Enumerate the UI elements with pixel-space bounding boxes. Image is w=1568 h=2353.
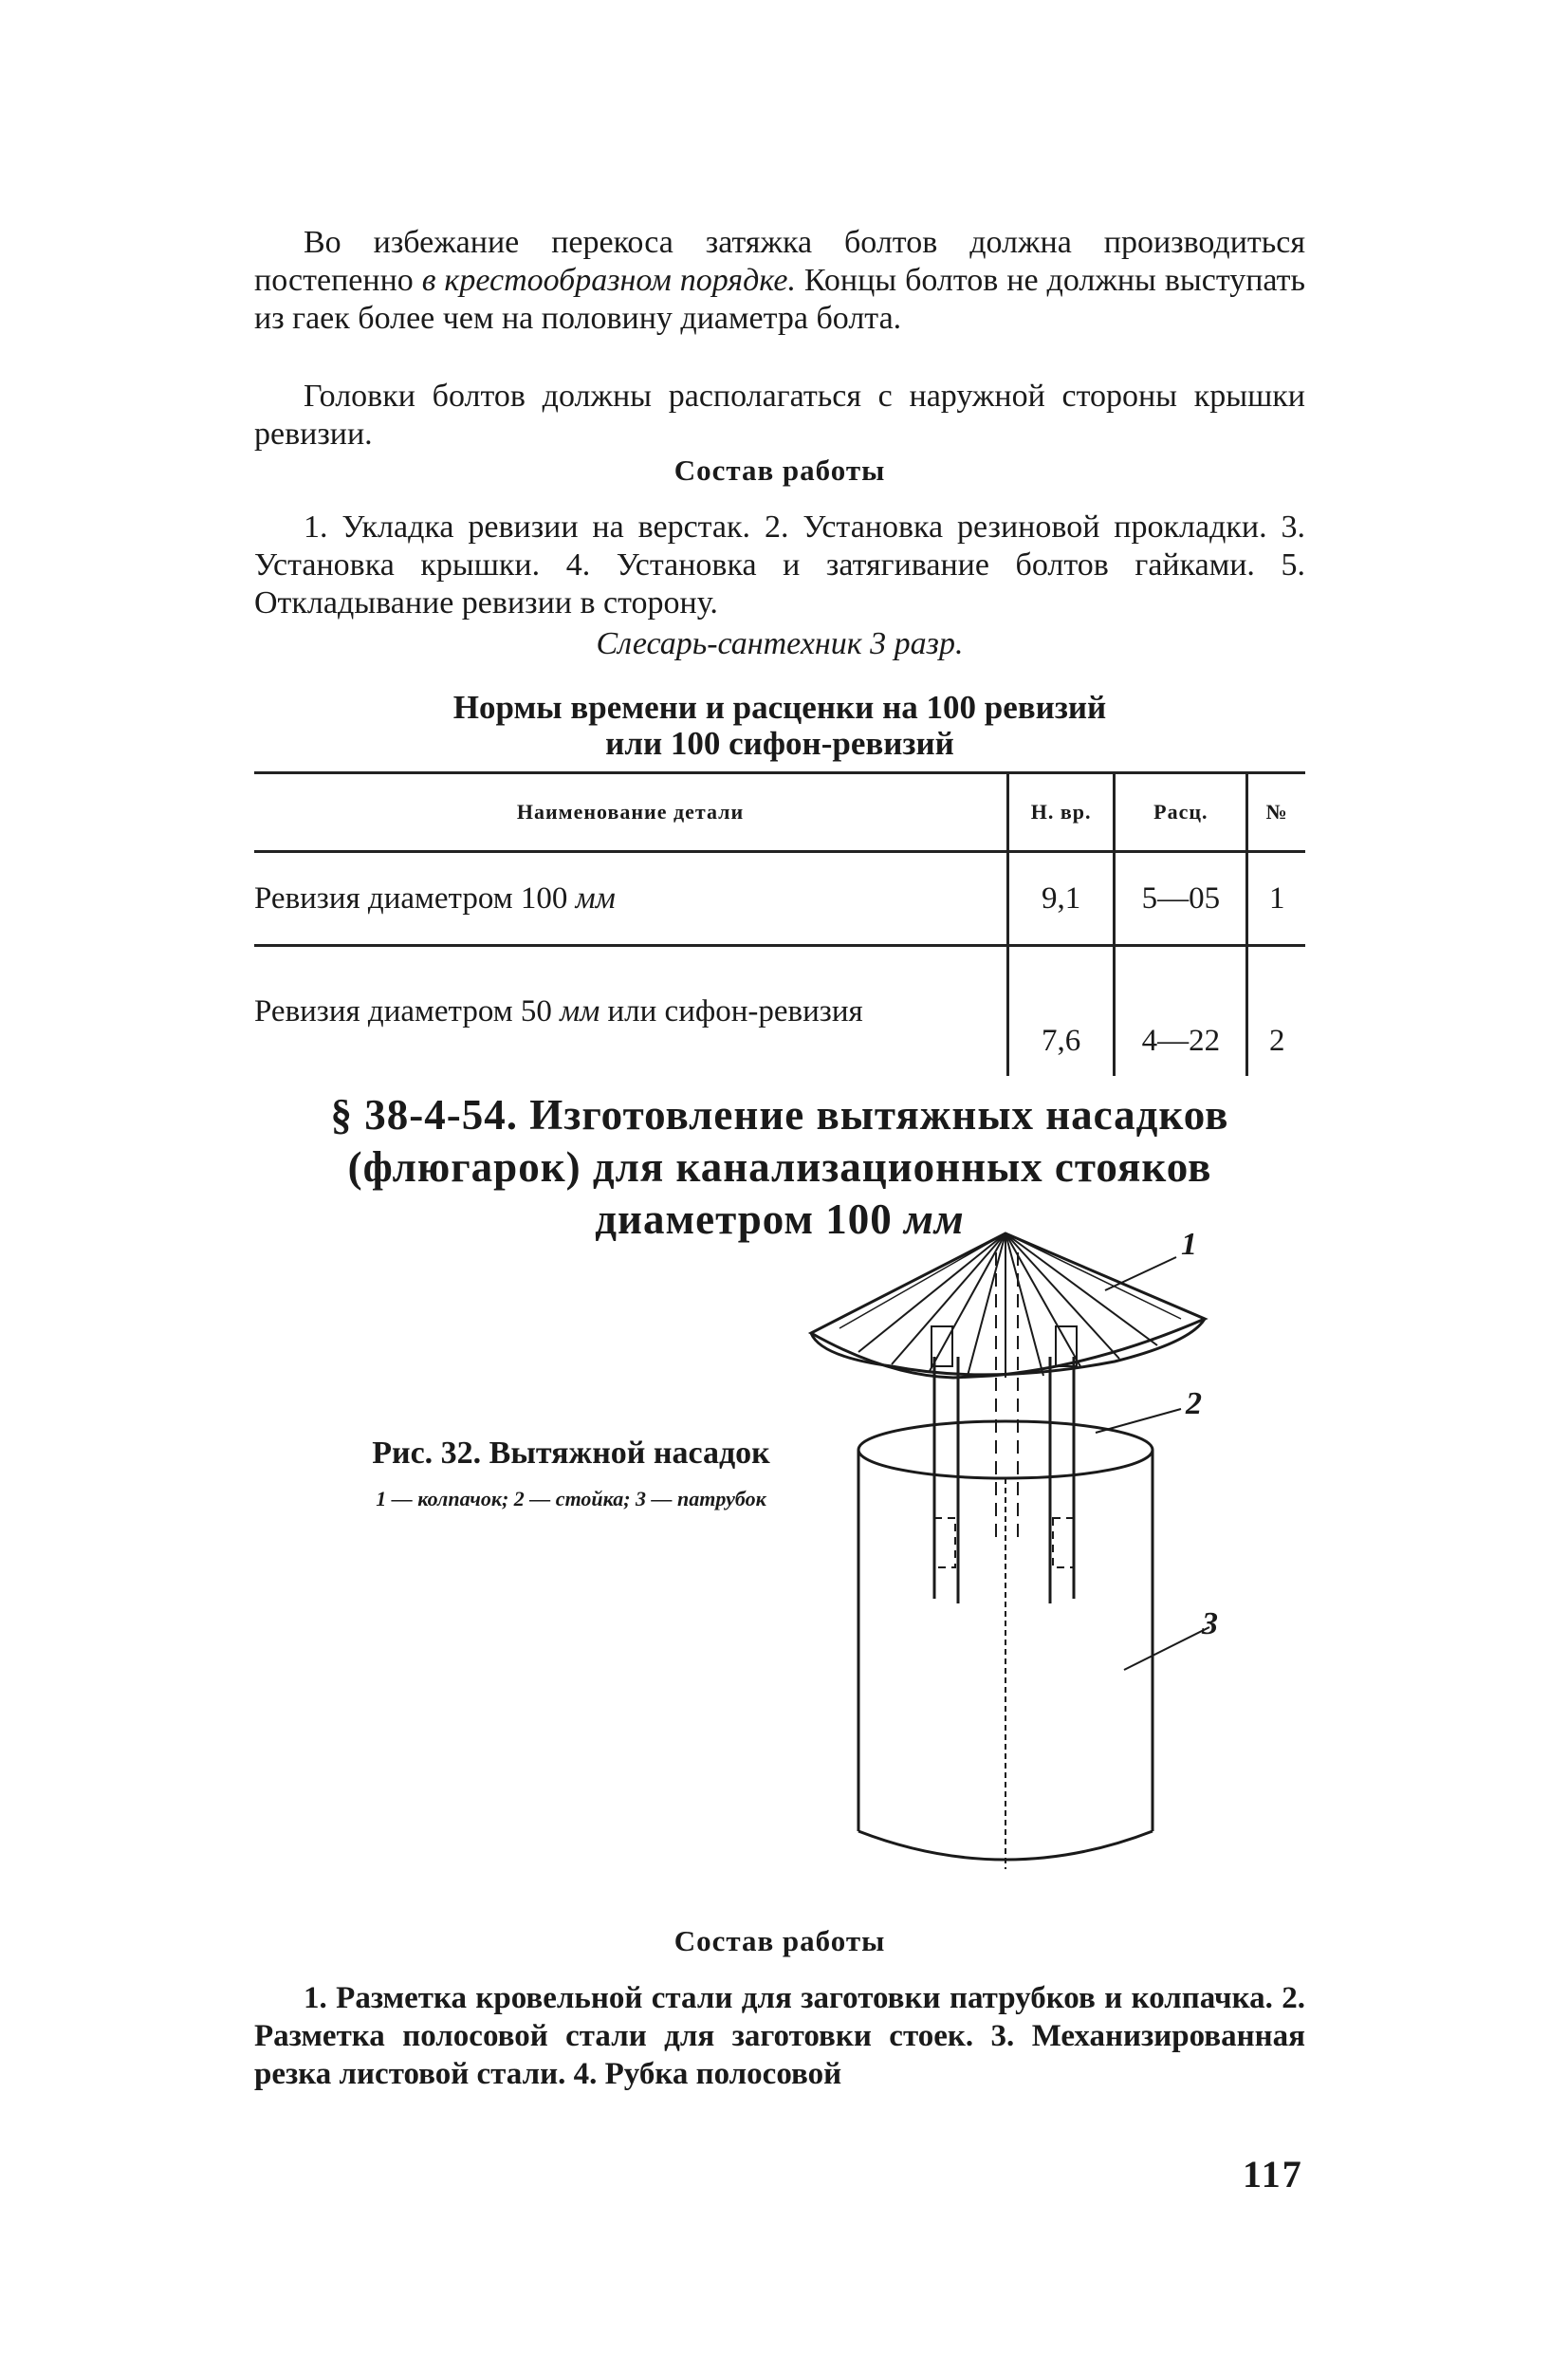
cell-text: Ревизия диаметром 50 [254,994,561,1028]
caption-title: Рис. 32. Вытяжной насадок [372,1436,770,1471]
text-run-italic: в крестообразном порядке. [421,263,796,298]
callout-line-3 [1124,1627,1209,1670]
cell-name [254,852,1008,946]
page-number: 117 [1243,2153,1303,2196]
callout-label-2: 2 [1186,1386,1202,1421]
cell-unit: мм [575,880,616,916]
callout-label-3: 3 [1202,1606,1218,1641]
header-norm: Н. вр. [1008,773,1115,852]
table-row [254,852,1305,946]
section-title-unit: мм [904,1195,965,1243]
section-title-line: § 38-4-54. Изготовление вытяжных насадков [330,1091,1229,1139]
table-header-row [254,773,1305,852]
cell-text: Ревизия диаметром 100 [254,880,576,916]
cell-number: 2 [1268,1024,1285,1058]
pipe-body [858,1421,1153,1869]
section-title-text: диаметром 100 [595,1195,905,1243]
table-title-line: или 100 сифон-ревизий [605,725,954,762]
paragraph-heads [254,378,1305,454]
paragraph-work-list [254,509,1305,622]
callout-label-1: 1 [1181,1227,1197,1262]
header-number: № [1265,800,1288,824]
work-heading: Состав работы [673,454,886,487]
cell-name [254,946,1008,1077]
worker-grade: Слесарь-сантехник 3 разр. [596,626,964,661]
text-run: Концы болтов не должны выступать из гаек более чем на половину диаметра болта. [254,263,1306,336]
norms-table [254,771,1305,1076]
paragraph-work-list-2 [254,1979,1305,2093]
cell-norm: 7,6 [1008,946,1115,1077]
table-title [254,690,1305,762]
cap-cone [811,1233,1205,1378]
paragraph-text: 1. Укладка ревизии на верстак. 2. Установка резиновой прокладки. 3. Установка крышки. 4. Установка и затягивание болтов гайками. 5. Откладывание ревизии в сторону. [254,510,1305,621]
header-name: Наименование детали [254,773,1008,852]
text-run: Во избежание перекоса затяжка болтов должна производиться постепенно [254,225,1305,298]
cell-text: или сифон-ревизия [600,994,863,1028]
caption-legend: 1 — колпачок; 2 — стойка; 3 — патрубок [376,1487,766,1510]
exhaust-cap-drawing [802,1224,1219,1888]
figure-caption [343,1436,799,1511]
table-row [254,946,1305,1077]
cell-unit: мм [560,994,600,1028]
callout-line-1 [1105,1257,1176,1290]
cell-norm: 9,1 [1008,852,1115,946]
paragraph-text: 1. Разметка кровельной стали для заготовки патрубков и колпачка. 2. Разметка полосовой стали для заготовки стоек. 3. Механизированная резка листовой стали. 4. Рубка полосовой [254,1981,1305,2091]
section-title [254,1089,1305,1246]
header-rate: Расц. [1115,773,1247,852]
cell-number: 1 [1268,880,1285,916]
table-title-line: Нормы времени и расценки на 100 ревизий [452,689,1107,726]
work-heading-2: Состав работы [673,1924,886,1957]
paragraph-text: Головки болтов должны располагаться с наружной стороны крышки ревизии. [254,379,1305,452]
cell-rate: 4—22 [1115,946,1247,1077]
paragraph-bolts [254,224,1305,338]
section-title-line: (флюгарок) для канализационных стояков [347,1143,1212,1191]
cell-rate: 5—05 [1115,852,1247,946]
